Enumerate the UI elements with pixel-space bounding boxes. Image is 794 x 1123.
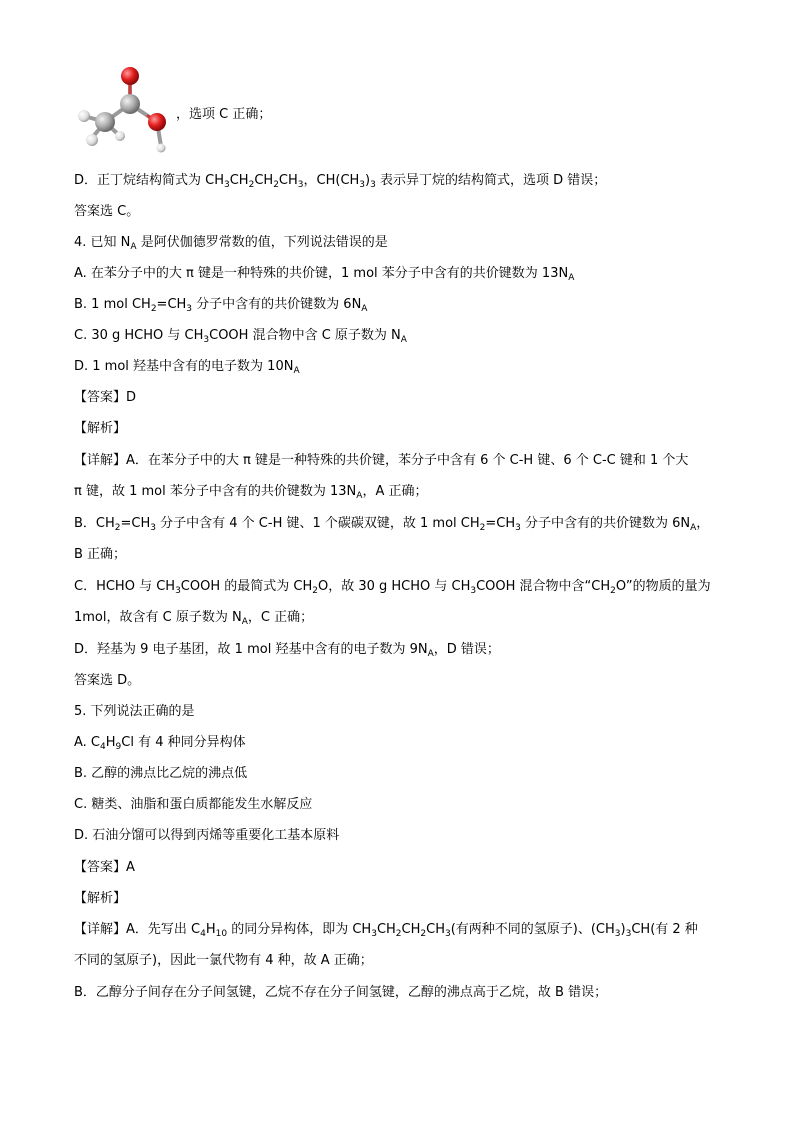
hydrogen-atom-icon [86, 134, 98, 146]
q5-detail-a-line1: 【详解】A．先写出 $C_4H_{10}$ 的同分异构体，即为 $CH_3CH_2CH_2CH_3$(有两种不同的氢原子)、$(CH_3)_3CH$(有 2 种 [74, 922, 698, 939]
q3-conclusion: 答案选 C。 [74, 204, 140, 219]
carbonyl-carbon-atom-icon [120, 94, 140, 114]
methyl-carbon-atom-icon [95, 112, 115, 132]
q4-analysis-label: 【解析】 [74, 421, 127, 436]
carbonyl-oxygen-atom-icon [121, 67, 139, 85]
q5-analysis-label: 【解析】 [74, 891, 127, 906]
q4-detail-c-line2: 1mol，故含有 C 原子数为 $N_A$，C 正确； [74, 610, 314, 627]
q5-answer: 【答案】A [74, 860, 135, 875]
q4-option-c: C. 30 g HCHO 与 $CH_3COOH$ 混合物中含 C 原子数为 $N_A$ [74, 328, 407, 345]
q4-option-a: A. 在苯分子中的大 π 键是一种特殊的共价键，1 mol 苯分子中含有的共价键数为 $13N_A$ [74, 266, 575, 283]
q4-answer: 【答案】D [74, 390, 137, 405]
q3-option-d-explanation: D．正丁烷结构简式为 $CH_3CH_2CH_2CH_3$，$CH(CH_3)_3$ 表示异丁烷的结构简式，选项 D 错误； [74, 173, 607, 190]
hydroxyl-hydrogen-atom-icon [157, 144, 166, 153]
q4-detail-c-line1: C．HCHO 与 $CH_3COOH$ 的最简式为 $CH_2O$，故 30 g HCHO 与 $CH_3COOH$ 混合物中含“$CH_2O$”的物质的量为 [74, 579, 711, 596]
hydrogen-atom-icon [78, 110, 90, 122]
hydroxyl-oxygen-atom-icon [148, 113, 166, 131]
q4-stem: 4. 已知 $N_A$ 是阿伏伽德罗常数的值，下列说法错误的是 [74, 235, 388, 252]
q4-detail-b-line2: B 正确； [74, 547, 127, 562]
q5-option-a: A. $C_4H_9Cl$ 有 4 种同分异构体 [74, 735, 246, 752]
q5-option-b: B. 乙醇的沸点比乙烷的沸点低 [74, 766, 248, 781]
hydrogen-atom-icon [115, 131, 125, 141]
q4-detail-a-line1: 【详解】A．在苯分子中的大 π 键是一种特殊的共价键，苯分子中含有 6 个 C-H 键、6 个 C-C 键和 1 个大 [74, 453, 689, 468]
q4-option-d: D. 1 mol 羟基中含有的电子数为 $10N_A$ [74, 359, 300, 376]
q4-detail-b-line1: B．$CH_2=CH_3$ 分子中含有 4 个 C-H 键、1 个碳碳双键，故 1 mol $CH_2=CH_3$ 分子中含有的共价键数为 $6N_A$， [74, 516, 710, 533]
q4-conclusion: 答案选 D。 [74, 673, 141, 688]
q5-detail-b: B．乙醇分子间存在分子间氢键，乙烷不存在分子间氢键，乙醇的沸点高于乙烷，故 B 错误； [74, 985, 608, 1000]
q5-option-d: D. 石油分馏可以得到丙烯等重要化工基本原料 [74, 828, 340, 843]
q5-stem: 5. 下列说法正确的是 [74, 704, 195, 719]
q5-option-c: C. 糖类、油脂和蛋白质都能发生水解反应 [74, 797, 313, 812]
acetic-acid-model-icon [68, 64, 180, 160]
q4-detail-d: D．羟基为 9 电子基团，故 1 mol 羟基中含有的电子数为 $9N_A$，D 错误； [74, 642, 500, 659]
option-c-conclusion: ，选项 C 正确； [176, 107, 272, 122]
q4-option-b: B. 1 mol $CH_2=CH_3$ 分子中含有的共价键数为 $6N_A$ [74, 297, 368, 314]
q4-detail-a-line2: π 键，故 1 mol 苯分子中含有的共价键数为 $13N_A$，A 正确； [74, 484, 428, 501]
q5-detail-a-line2: 不同的氢原子)，因此一氯代物有 4 种，故 A 正确； [74, 953, 373, 968]
